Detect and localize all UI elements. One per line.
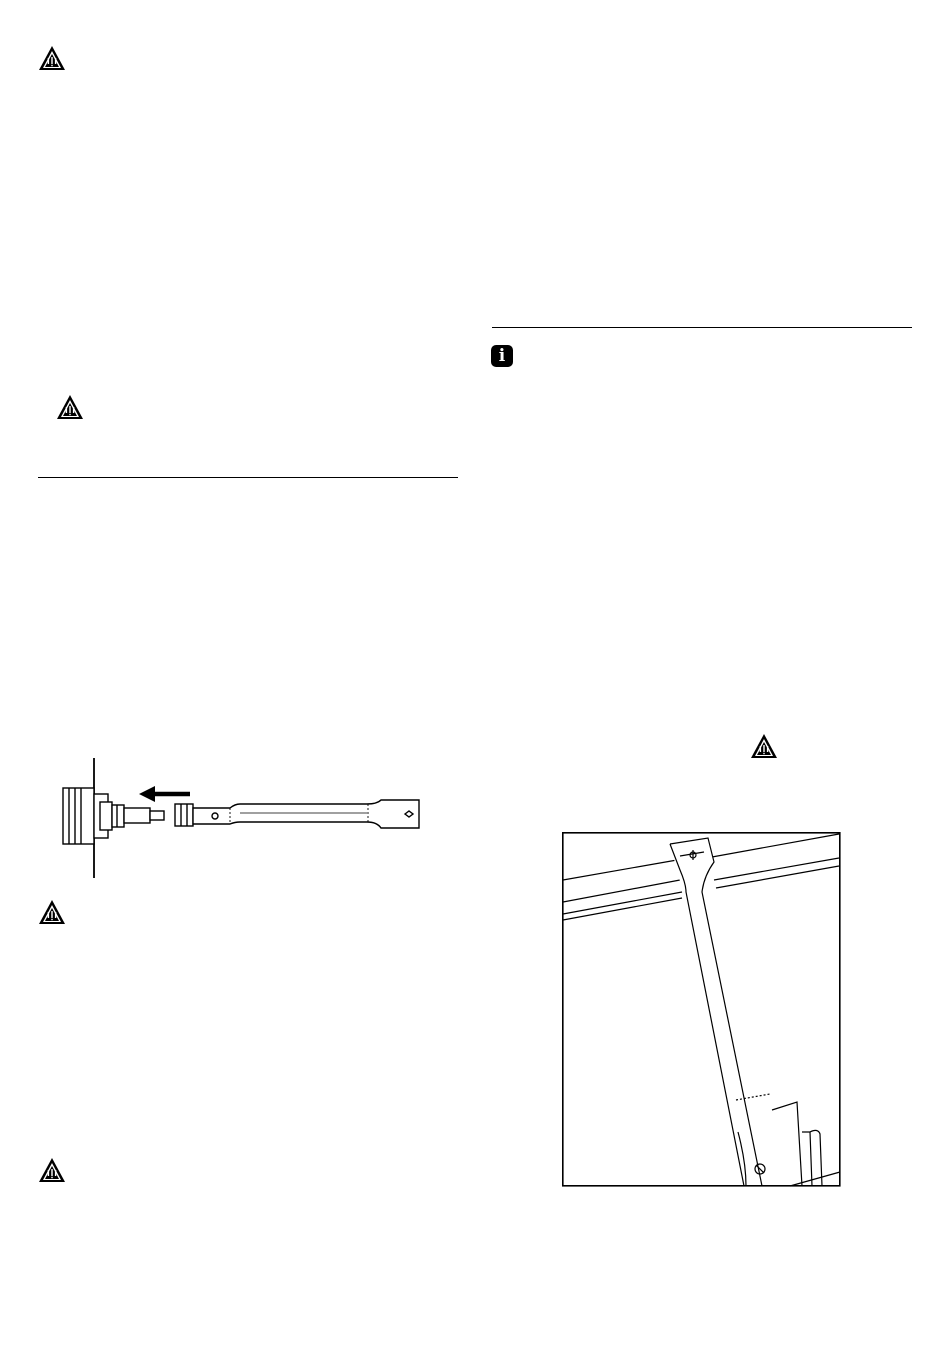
section-divider (492, 327, 912, 328)
warning-triangle-icon (38, 899, 66, 925)
warning-triangle-icon (38, 1157, 66, 1183)
warning-triangle-icon (750, 733, 778, 759)
warning-triangle-icon (38, 45, 66, 71)
section-divider (38, 477, 458, 478)
burner-insertion-figure (55, 758, 435, 880)
info-icon (491, 345, 513, 367)
insert-arrow (139, 786, 190, 802)
warning-triangle-icon (56, 394, 84, 420)
info-glyph: i (498, 346, 506, 366)
burner-installed-figure (562, 832, 841, 1188)
